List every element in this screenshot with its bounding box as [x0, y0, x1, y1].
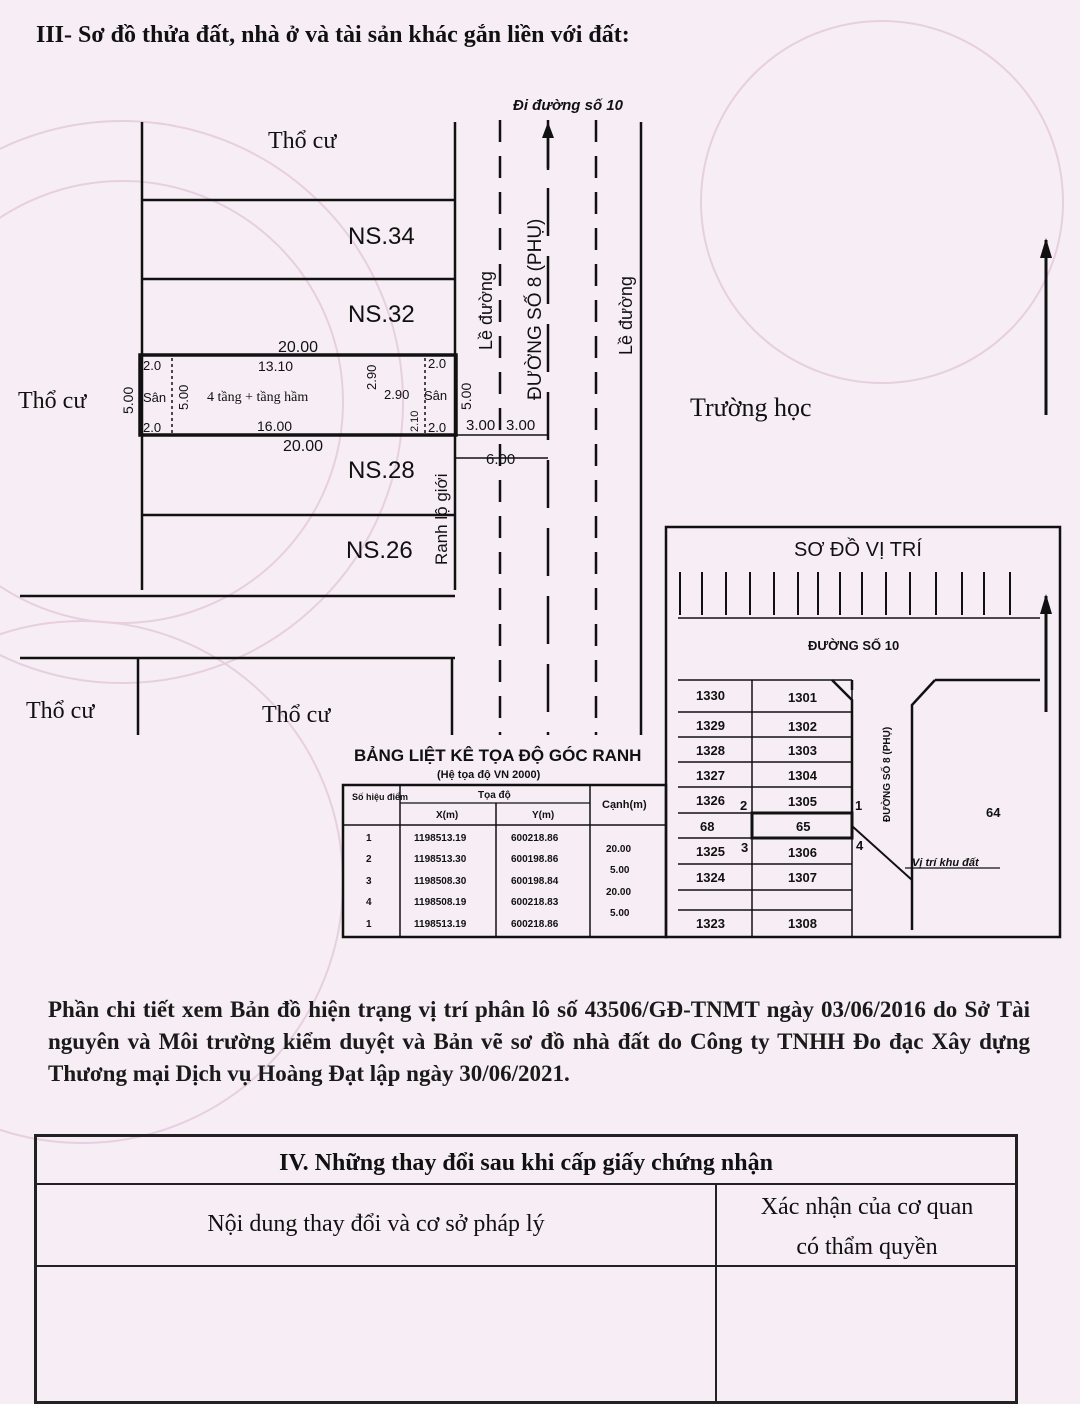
dim-yard: 2.0	[428, 420, 447, 435]
y-val: 600218.86	[511, 833, 559, 844]
lot-number: 1326	[696, 793, 725, 808]
lot-number: 1328	[696, 743, 725, 758]
boundary-label: Ranh lộ giới	[432, 473, 451, 565]
col-edge: Cạnh(m)	[602, 799, 647, 811]
pt: 1	[366, 833, 372, 844]
edge-val: 5.00	[610, 865, 630, 876]
pt: 4	[366, 897, 372, 908]
residential-label: Thổ cư	[268, 128, 337, 154]
dim-depth: 5.00	[458, 382, 474, 410]
corner-point: 3	[741, 840, 749, 855]
lot-number: 1302	[788, 719, 817, 734]
lot-number: 1301	[788, 690, 817, 705]
corner-point: 1	[855, 798, 863, 813]
block-number: 64	[986, 805, 1001, 820]
dim-depth: 5.00	[120, 386, 136, 414]
section-3-title: III- Sơ đồ thửa đất, nhà ở và tài sản khác gắn liền với đất:	[36, 22, 630, 48]
yard-label: Sân	[143, 390, 167, 405]
road-name-label: ĐƯỜNG SỐ 8 (PHỤ)	[525, 218, 546, 400]
lot-number: 1307	[788, 870, 817, 885]
col-x: X(m)	[436, 810, 459, 821]
sidewalk-left-label: Lề đường	[476, 271, 496, 350]
y-val: 600218.86	[511, 919, 559, 930]
pt: 2	[366, 854, 372, 865]
y-val: 600218.83	[511, 897, 559, 908]
pt: 3	[366, 876, 372, 887]
x-val: 1198513.30	[414, 854, 467, 865]
changes-table	[34, 1134, 1018, 1404]
residential-label: Thổ cư	[262, 702, 331, 728]
building-label: 4 tầng + tầng hầm	[207, 390, 309, 405]
dim-yard: 2.0	[143, 420, 162, 435]
lot-number: 1306	[788, 845, 817, 860]
col-coord: Tọa độ	[478, 790, 511, 801]
sidewalk-right-label: Lề đường	[616, 276, 636, 355]
dim-top-total: 20.00	[278, 339, 319, 356]
y-val: 600198.86	[511, 854, 559, 865]
dim-yard: 2.0	[143, 358, 162, 373]
changes-title: IV. Những thay đổi sau khi cấp giấy chứng nhận	[37, 1137, 1015, 1185]
lot-number: 1327	[696, 768, 725, 783]
coord-table-title: BẢNG LIỆT KÊ TỌA ĐỘ GÓC RANH	[354, 746, 642, 765]
site-label: Vị trí khu đất	[912, 857, 979, 869]
x-val: 1198513.19	[414, 919, 467, 930]
coord-table-subtitle: (Hệ tọa độ VN 2000)	[437, 769, 541, 781]
edge-val: 5.00	[610, 908, 630, 919]
north-arrow-icon	[1040, 238, 1052, 258]
lot-number: 68	[700, 819, 715, 834]
x-val: 1198513.19	[414, 833, 467, 844]
dim-road-half: 3.00	[466, 417, 496, 434]
lot-number: 1323	[696, 916, 725, 931]
detail-note: Phần chi tiết xem Bản đồ hiện trạng vị trí phân lô số 43506/GĐ-TNMT ngày 03/06/2016 do Sở Tài nguyên và Môi trường kiểm duyệt và Bản vẽ sơ đồ nhà đất do Công ty TNHH Đo đạc Xây dựng Thương mại Dịch vụ Hoàng Đạt lập ngày 30/06/2021.	[48, 997, 1030, 1086]
school-label: Trường học	[690, 393, 812, 422]
road-10-label: ĐƯỜNG SỐ 10	[808, 638, 900, 653]
lot-number: 1304	[788, 768, 817, 783]
dim-inner: 2.90	[384, 387, 410, 402]
dim-inner: 2.10	[409, 410, 421, 432]
dim-top-inner: 13.10	[258, 358, 294, 374]
col-confirm-header	[717, 1187, 1017, 1267]
lot-label: NS.32	[348, 301, 415, 328]
yard-label: Sân	[424, 388, 448, 403]
dim-yard: 2.0	[428, 356, 447, 371]
north-arrow-icon	[1040, 594, 1052, 614]
residential-label: Thổ cư	[26, 698, 95, 724]
col-confirm-line-1: Xác nhận của cơ quan	[760, 1194, 974, 1220]
dim-depth: 5.00	[176, 384, 191, 410]
dim-bottom-total: 20.00	[283, 438, 324, 455]
dim-inner: 2.90	[364, 364, 379, 390]
y-val: 600198.84	[511, 876, 559, 887]
road-arrow-icon	[542, 122, 554, 138]
lot-number: 1329	[696, 718, 725, 733]
pt: 1	[366, 919, 372, 930]
edge-val: 20.00	[606, 844, 632, 855]
lot-label: NS.28	[348, 457, 415, 484]
top-road-label: Đi đường số 10	[513, 97, 623, 114]
corner-point: 4	[856, 838, 864, 853]
lot-label: NS.34	[348, 223, 415, 250]
dim-bottom-inner: 16.00	[257, 418, 293, 434]
lot-number: 1330	[696, 688, 725, 703]
lot-label: NS.26	[346, 537, 413, 564]
col-y: Y(m)	[532, 810, 555, 821]
corner-point: 2	[740, 798, 748, 813]
dim-road-total: 6.00	[486, 451, 516, 468]
col-content-header: Nội dung thay đổi và cơ sở pháp lý	[207, 1211, 545, 1237]
residential-label: Thổ cư	[18, 388, 87, 414]
lot-number: 1303	[788, 743, 817, 758]
lot-number: 65	[796, 819, 811, 834]
road-8-label: ĐƯỜNG SỐ 8 (PHỤ)	[882, 726, 893, 822]
edge-val: 20.00	[606, 887, 632, 898]
x-val: 1198508.19	[414, 897, 467, 908]
lot-number: 1305	[788, 794, 817, 809]
lot-number: 1324	[696, 870, 725, 885]
lot-number: 1325	[696, 844, 725, 859]
x-val: 1198508.30	[414, 876, 467, 887]
lot-number: 1308	[788, 916, 817, 931]
location-map-title: SƠ ĐỒ VỊ TRÍ	[794, 539, 922, 561]
dim-road-half: 3.00	[506, 417, 536, 434]
col-point: Số hiệu điểm	[352, 792, 409, 802]
col-confirm-line-2: có thẩm quyền	[796, 1234, 938, 1260]
